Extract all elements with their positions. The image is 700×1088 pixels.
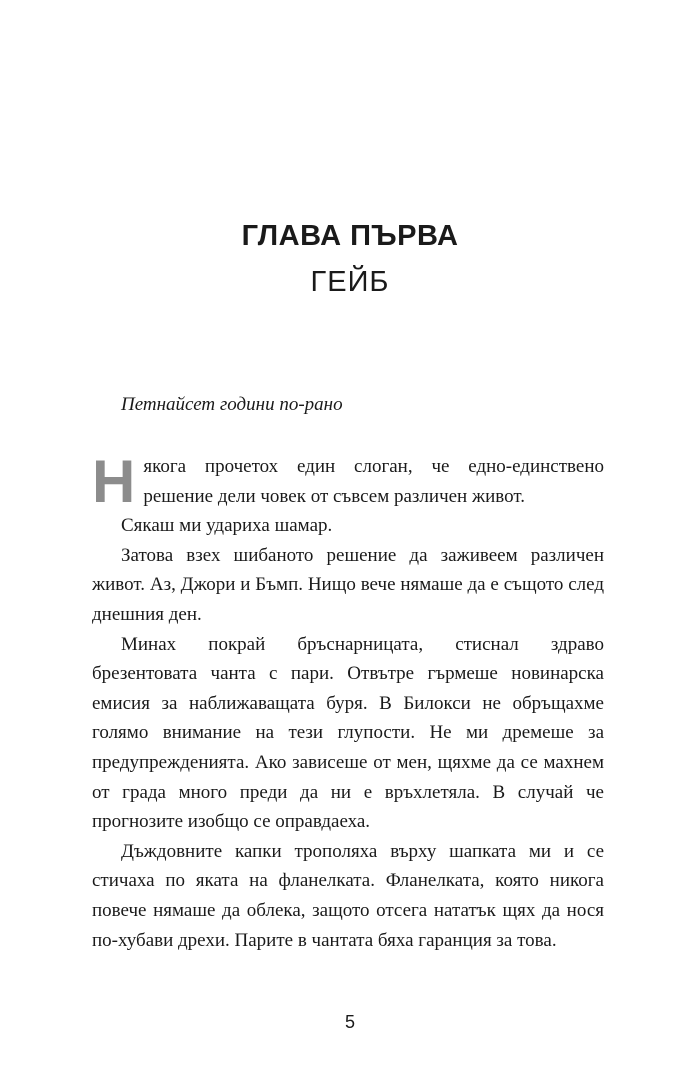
chapter-subtitle: ГЕЙБ [310,266,390,298]
paragraph-3: Затова взех шибаното решение да заживеем различен живот. Аз, Джори и Бъмп. Нищо вече нямаше да е същото след днешния ден. [92,544,604,625]
paragraph-4: Минах покрай бръснарницата, стиснал здраво брезентовата чанта с пари. Отвътре гърмеше новинарска емисия за наближаващата буря. В Билокси не обръщахме голямо внимание на тези глупости. Не ми дремеше за предупрежденията. Ако зависеше от мен, щяхме да се махнем от града много преди да ни е връхлетяла. В случай че прогнозите изобщо се оправдаеха. [92,633,604,833]
paragraph-1 [92,448,604,515]
page-number: 5 [344,1012,355,1032]
paragraph-2: Сякаш ми удариха шамар. [121,515,333,537]
chapter-text [92,448,604,955]
drop-cap: Н [92,448,136,515]
paragraph-1-text: якога прочетох един слоган, че едно-единствено решение дели човек от съвсем различен живот. [143,456,604,507]
time-note: Петнайсет години по-рано [121,394,343,415]
chapter-title: ГЛАВА ПЪРВА [241,220,459,252]
paragraph-5: Дъждовните капки трополяха върху шапката ми и се стичаха по яката на фланелката. Фланелката, която никога повече нямаше да облека, защото отсега нататък щях да нося по-хубави дрехи. Парите в чантата бяха гаранция за това. [92,840,604,951]
